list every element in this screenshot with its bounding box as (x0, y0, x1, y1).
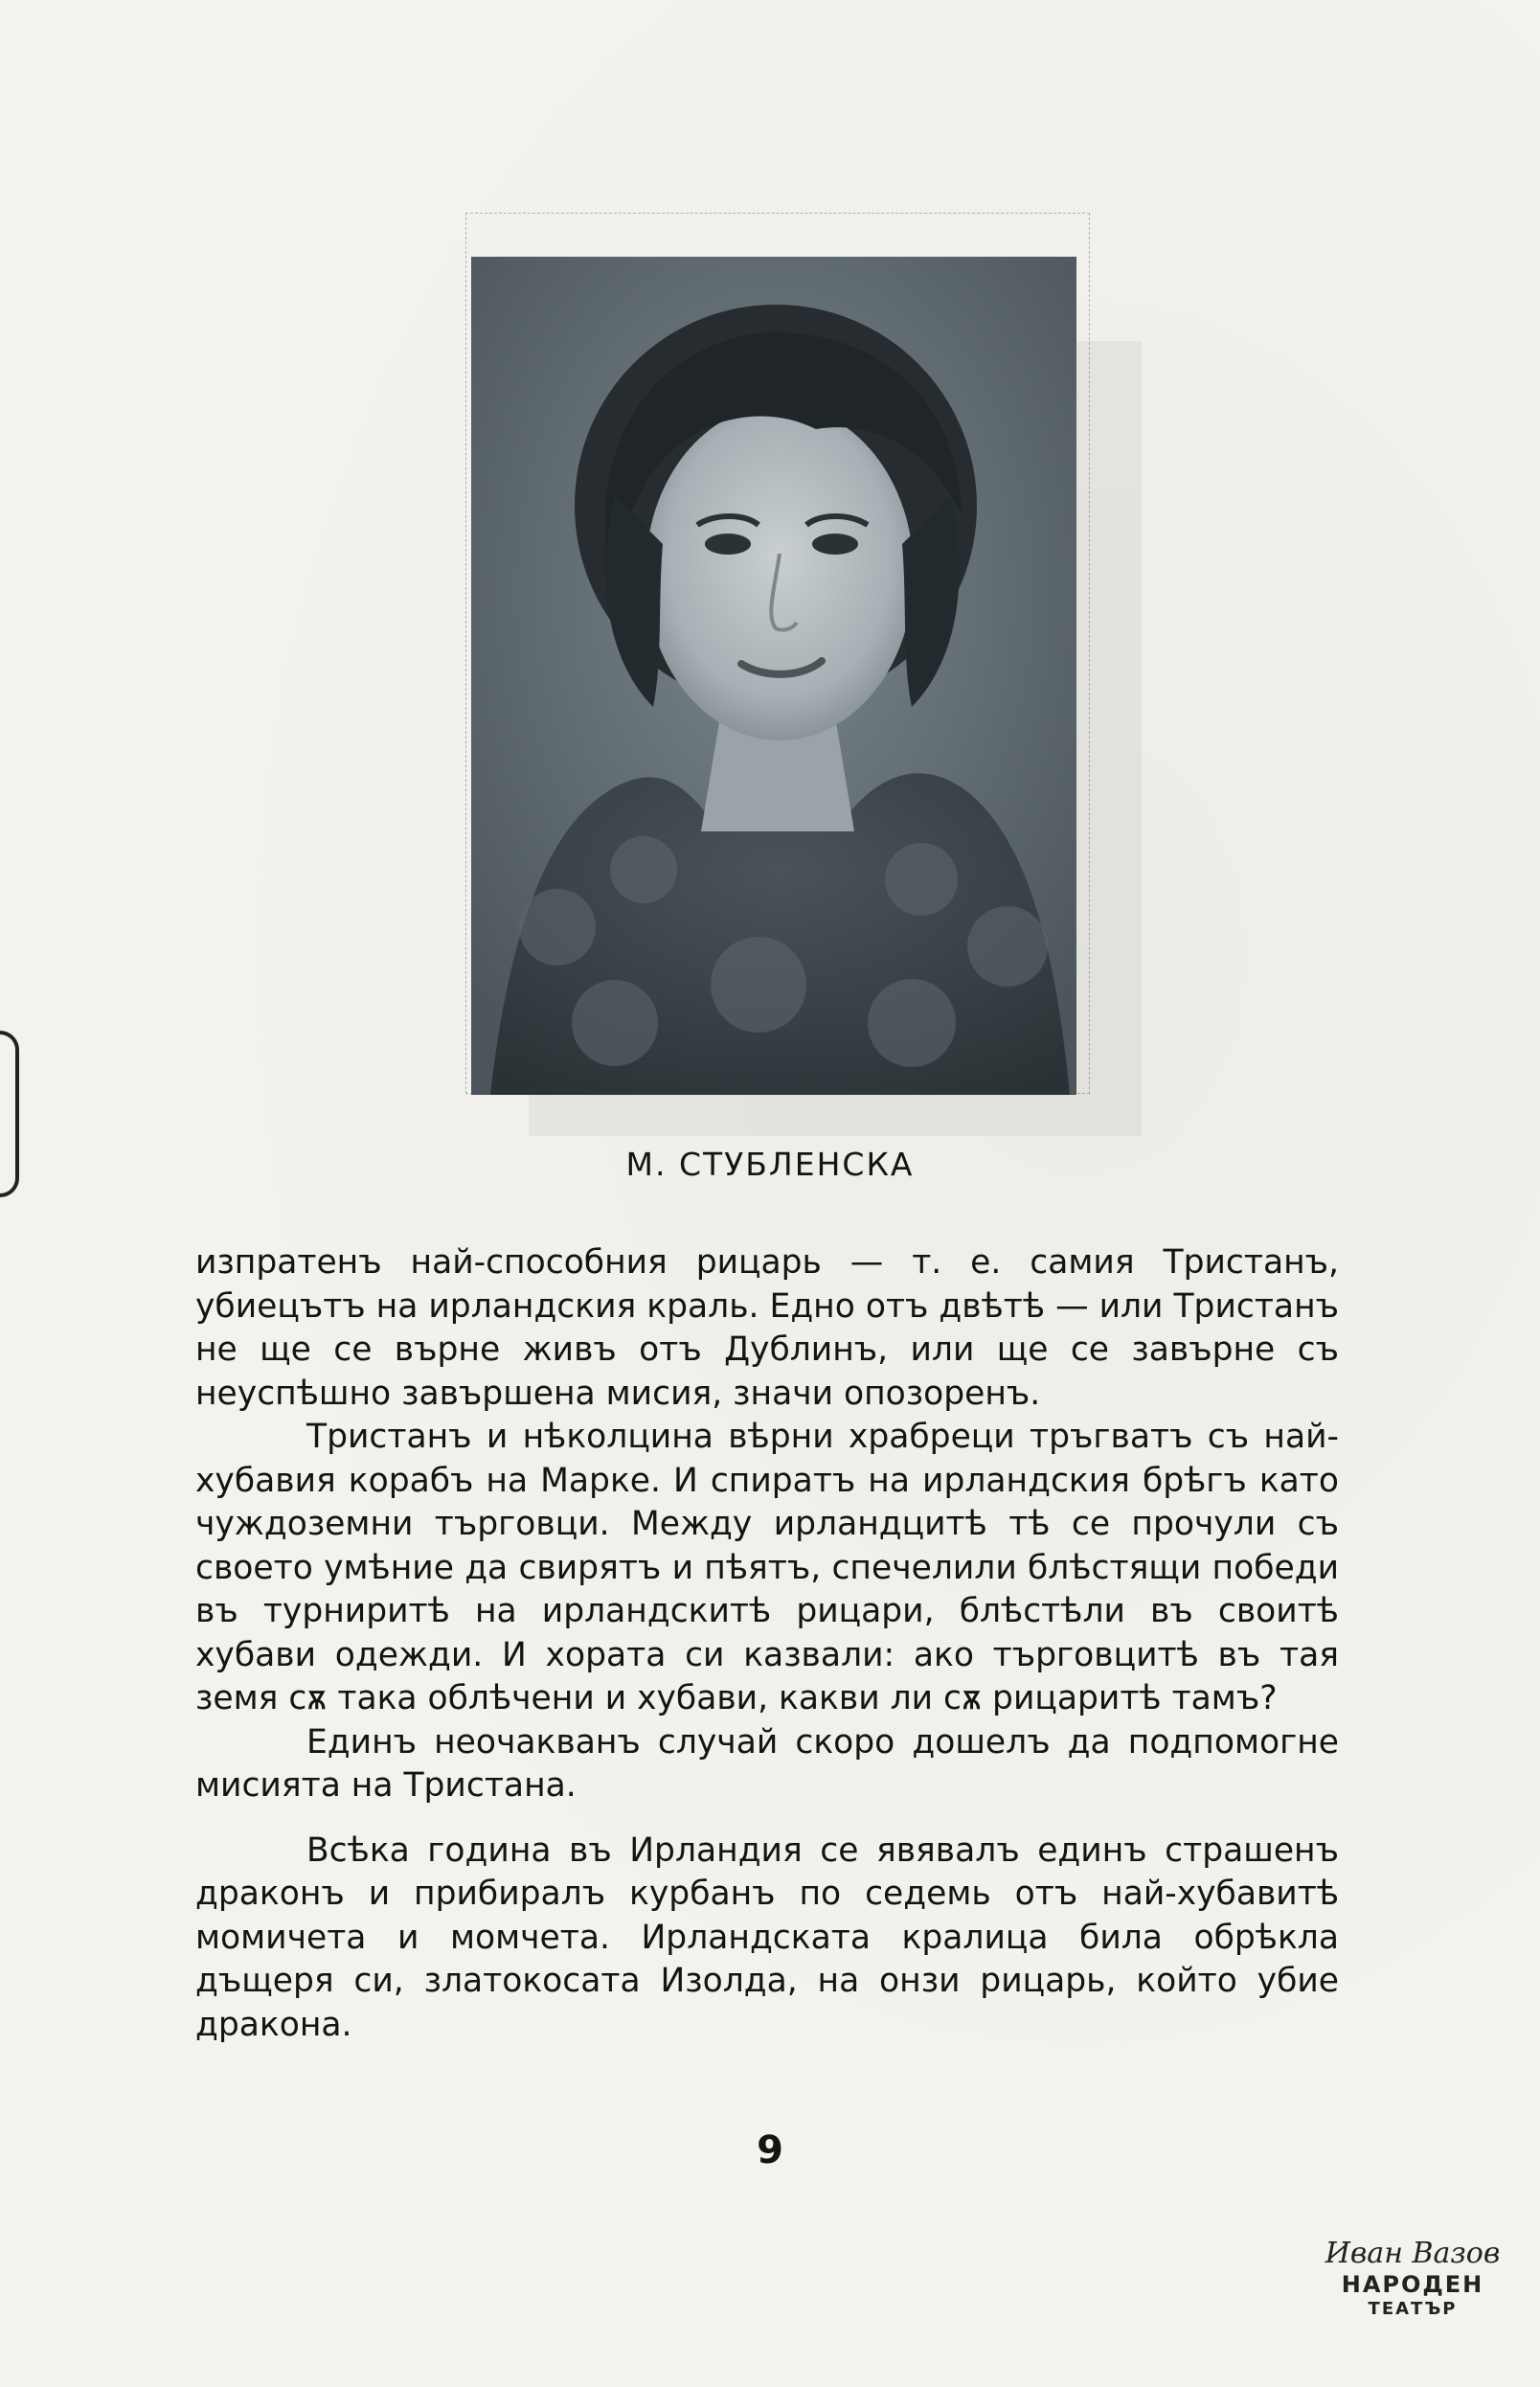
stamp-line-1: НАРОДЕН (1341, 2271, 1484, 2298)
paragraph: Тристанъ и нѣколцина вѣрни храбреци тръгватъ съ най-хубавия корабъ на Марке. И спиратъ на ирландския брѣгъ като чуждоземни търговци. Между ирландцитѣ тѣ се прочули съ своето умѣние да свирятъ и пѣятъ, спечелили блѣстящи победи въ турниритѣ на ирландскитѣ рицари, блѣстѣли въ своитѣ хубави одежди. И хората си казвали: ако търговцитѣ въ тая земя сѫ така облѣчени и хубави, какви ли сѫ рицаритѣ тамъ? (195, 1418, 1339, 1717)
photo-caption: М. СТУБЛЕНСКА (625, 1146, 915, 1183)
stamp-line-2: ТЕАТЪР (1368, 2299, 1458, 2319)
stamp-signature: Иван Вазов (1325, 2237, 1501, 2270)
national-theatre-stamp (1324, 2238, 1502, 2353)
paragraph: изпратенъ най-способния рицарь — т. е. самия Тристанъ, убиецътъ на ирландския краль. Едно отъ двѣтѣ — или Тристанъ не ще се върне живъ отъ Дублинъ, или ще се завърне съ неуспѣшно завършена мисия, значи опозоренъ. (195, 1243, 1339, 1413)
page-number: 9 (757, 2128, 783, 2172)
portrait-photo (471, 257, 1076, 1095)
paragraph: Единъ неочакванъ случай скоро дошелъ да подпомогне мисията на Тристана. (195, 1722, 1339, 1805)
paragraph: Всѣка година въ Ирландия се явявалъ единъ страшенъ драконъ и прибиралъ курбанъ по седемь отъ най-хубавитѣ момичета и момчета. Ирландската кралица била обрѣкла дъщеря си, златокосата Изолда, на онзи рицарь, който убие дракона. (195, 1830, 1339, 2044)
body-text (195, 1241, 1339, 2047)
